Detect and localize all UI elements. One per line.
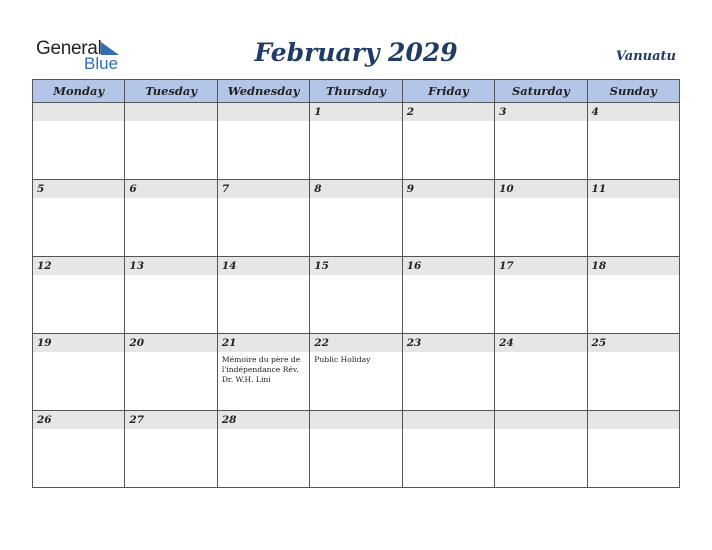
logo-text-blue: Blue [84,54,119,73]
holiday-label: Public Holiday [314,355,371,364]
calendar-week-row [33,334,680,411]
calendar-week-row [33,180,680,257]
calendar-day-cell [217,180,309,257]
day-number: 22 [314,337,329,349]
day-number-bar [495,103,586,121]
calendar-week-row [33,411,680,488]
day-number-bar [495,411,586,429]
calendar-day-cell [402,334,494,411]
calendar-day-cell [33,334,125,411]
day-number-bar [33,180,124,198]
calendar-day-cell [33,103,125,180]
calendar-day-cell [125,180,217,257]
day-number: 2 [406,106,414,118]
weekday-header: Monday [33,80,125,103]
calendar-title: February 2029 [254,38,458,67]
day-number: 1 [314,106,322,118]
calendar-day-cell [310,411,402,488]
calendar-day-cell [587,257,679,334]
calendar-grid [32,79,680,488]
logo-text-general: General [36,38,102,59]
day-number-bar [403,411,494,429]
calendar-day-cell [33,257,125,334]
calendar-day-cell [310,257,402,334]
day-number-bar [310,180,401,198]
day-number-bar [403,180,494,198]
calendar-day-cell [217,103,309,180]
day-number-bar [125,180,216,198]
day-number: 10 [499,183,514,195]
day-number-bar [33,103,124,121]
day-number-bar [218,180,309,198]
day-number: 15 [314,260,329,272]
day-number: 12 [37,260,52,272]
holiday-label: Mémoire du père de l'indépendance Rév. Dr. W.H. Lini [221,355,301,384]
weekday-header-row [33,80,680,103]
calendar-day-cell [495,180,587,257]
day-number: 27 [129,414,145,426]
day-number: 11 [591,183,607,195]
calendar-week-row [33,103,680,180]
calendar-day-cell [125,334,217,411]
day-number: 17 [499,260,514,272]
day-number: 13 [129,260,145,272]
country-label: Vanuatu [615,49,676,64]
calendar-day-cell [217,257,309,334]
calendar-day-cell [587,103,679,180]
day-number: 4 [591,106,599,118]
calendar-day-cell [310,334,402,411]
weekday-header: Wednesday [217,80,309,103]
day-number: 7 [221,183,230,195]
calendar-day-cell [33,180,125,257]
calendar-day-cell [217,411,309,488]
day-number: 8 [314,183,322,195]
calendar-week-row [33,257,680,334]
day-number-bar [310,411,401,429]
day-number-bar [588,411,679,429]
day-number: 23 [406,337,422,349]
day-number: 28 [221,414,237,426]
calendar-day-cell [217,334,309,411]
calendar-day-cell [495,257,587,334]
weekday-header: Saturday [495,80,587,103]
day-number: 3 [499,106,507,118]
day-number: 26 [37,414,52,426]
calendar-day-cell [125,257,217,334]
calendar-day-cell [495,411,587,488]
day-number: 9 [406,183,414,195]
calendar-day-cell [587,334,679,411]
day-number: 14 [221,260,237,272]
day-number: 6 [129,183,137,195]
day-number-bar [403,103,494,121]
calendar-day-cell [587,411,679,488]
weekday-header: Sunday [587,80,679,103]
calendar-day-cell [587,180,679,257]
calendar-day-cell [495,334,587,411]
calendar-day-cell [402,103,494,180]
calendar-day-cell [402,180,494,257]
day-number: 16 [406,260,422,272]
calendar-day-cell [33,411,125,488]
day-number: 19 [37,337,52,349]
day-number: 18 [591,260,607,272]
day-number-bar [588,103,679,121]
calendar-day-cell [125,103,217,180]
calendar-day-cell [310,103,402,180]
day-number: 21 [221,337,237,349]
calendar-day-cell [402,411,494,488]
weekday-header: Thursday [310,80,402,103]
calendar-day-cell [495,103,587,180]
calendar-day-cell [402,257,494,334]
day-number: 24 [499,337,514,349]
day-number: 5 [37,183,45,195]
day-number: 20 [129,337,145,349]
calendar-body [33,103,680,488]
weekday-header: Tuesday [125,80,217,103]
weekday-header: Friday [402,80,494,103]
calendar-day-cell [310,180,402,257]
day-number-bar [218,103,309,121]
calendar-day-cell [125,411,217,488]
day-number-bar [125,103,216,121]
day-number: 25 [591,337,607,349]
day-number-bar [310,103,401,121]
